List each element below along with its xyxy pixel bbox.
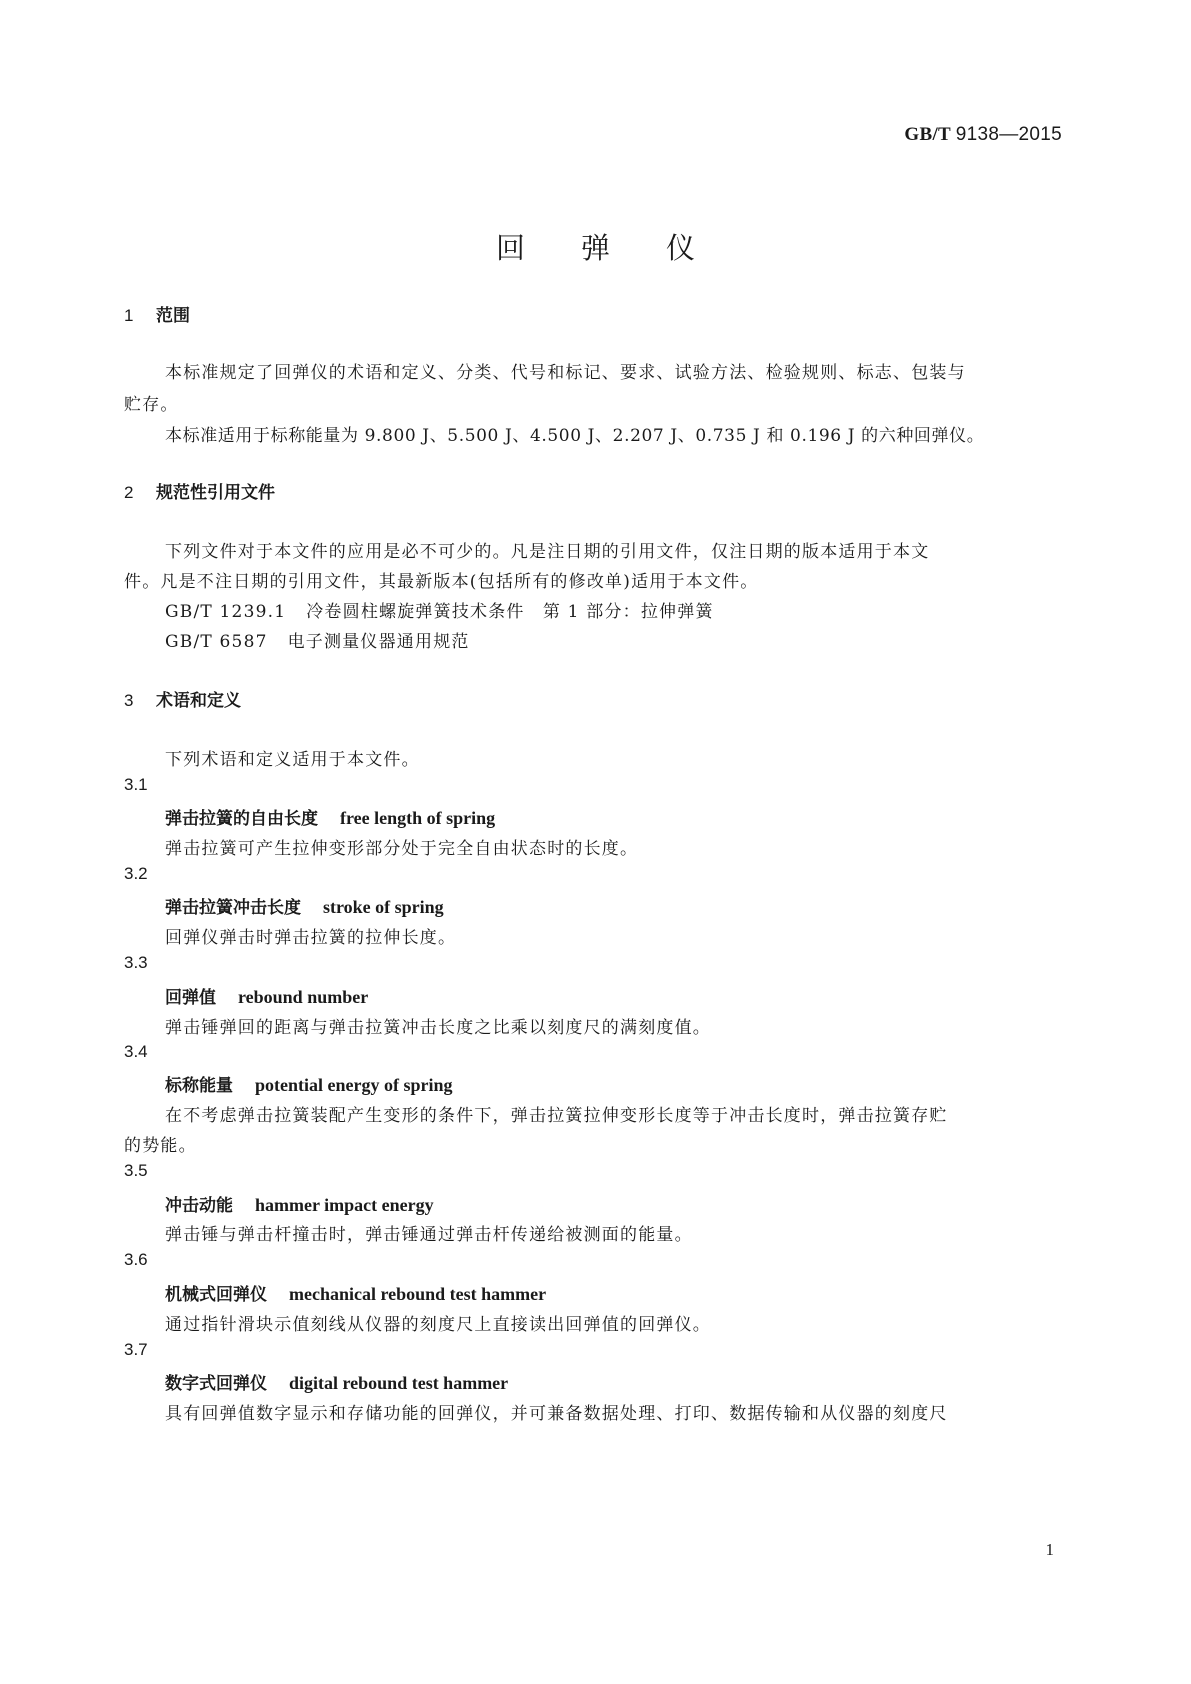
term-heading xyxy=(165,1369,508,1394)
section-1-para-2: 本标准适用于标称能量为 9.800 J、5.500 J、4.500 J、2.207 J、0.735 J 和 0.196 J 的六种回弹仪。 xyxy=(165,426,985,446)
term-en: rebound number xyxy=(238,987,369,1007)
page-number: 1 xyxy=(1045,1540,1054,1559)
section-2-heading: 2 规范性引用文件 xyxy=(124,483,275,503)
clause-number: 3.6 xyxy=(124,1250,148,1269)
reference-code: GB/T 1239.1 xyxy=(165,602,287,622)
term-definition: 弹击锤弹回的距离与弹击拉簧冲击长度之比乘以刻度尺的满刻度值。 xyxy=(165,1018,711,1038)
section-3-intro: 下列术语和定义适用于本文件。 xyxy=(165,750,420,770)
term-en: stroke of spring xyxy=(323,897,444,917)
term-en: mechanical rebound test hammer xyxy=(289,1284,547,1304)
term-definition: 弹击拉簧可产生拉伸变形部分处于完全自由状态时的长度。 xyxy=(165,839,639,859)
document-title: 回弹仪 xyxy=(495,231,751,265)
term-zh: 弹击拉簧的自由长度 xyxy=(165,809,318,829)
standard-code xyxy=(904,124,1062,146)
term-en: free length of spring xyxy=(340,808,496,828)
section-1-heading: 1 范围 xyxy=(124,306,190,326)
clause-number: 3.3 xyxy=(124,953,148,972)
reference-code: GB/T 6587 xyxy=(165,632,268,652)
term-en: digital rebound test hammer xyxy=(289,1373,509,1393)
clause-number: 3.7 xyxy=(124,1340,148,1359)
term-definition: 弹击锤与弹击杆撞击时，弹击锤通过弹击杆传递给被测面的能量。 xyxy=(165,1225,693,1245)
term-zh: 标称能量 xyxy=(165,1076,233,1096)
reference-item xyxy=(165,597,714,622)
reference-title: 电子测量仪器通用规范 xyxy=(287,632,470,652)
section-2-para: 下列文件对于本文件的应用是必不可少的。凡是注日期的引用文件，仅注日期的版本适用于本文 xyxy=(165,542,930,562)
term-heading xyxy=(165,1071,453,1096)
term-heading xyxy=(165,1280,546,1305)
term-zh: 冲击动能 xyxy=(165,1196,233,1216)
clause-number: 3.1 xyxy=(124,775,148,794)
term-definition: 在不考虑弹击拉簧装配产生变形的条件下，弹击拉簧拉伸变形长度等于冲击长度时，弹击拉簧存贮 xyxy=(165,1106,948,1126)
section-1-para-1: 本标准规定了回弹仪的术语和定义、分类、代号和标记、要求、试验方法、检验规则、标志、包装与 xyxy=(165,363,966,383)
standard-prefix: GB/T xyxy=(904,124,951,145)
section-1-para-1-cont: 贮存。 xyxy=(124,395,179,415)
term-zh: 数字式回弹仪 xyxy=(165,1374,267,1394)
term-zh: 弹击拉簧冲击长度 xyxy=(165,898,301,918)
term-definition: 通过指针滑块示值刻线从仪器的刻度尺上直接读出回弹值的回弹仪。 xyxy=(165,1315,711,1335)
term-definition: 回弹仪弹击时弹击拉簧的拉伸长度。 xyxy=(165,928,457,948)
standard-number: 9138—2015 xyxy=(955,124,1062,145)
term-en: hammer impact energy xyxy=(255,1195,434,1215)
term-heading xyxy=(165,983,368,1008)
term-heading xyxy=(165,1191,434,1216)
term-zh: 机械式回弹仪 xyxy=(165,1285,267,1305)
clause-number: 3.5 xyxy=(124,1161,148,1180)
term-heading xyxy=(165,804,495,829)
section-3-heading: 3 术语和定义 xyxy=(124,691,241,711)
reference-item xyxy=(165,627,470,652)
term-zh: 回弹值 xyxy=(165,988,216,1008)
term-heading xyxy=(165,893,444,918)
term-definition: 具有回弹值数字显示和存储功能的回弹仪，并可兼备数据处理、打印、数据传输和从仪器的刻度尺 xyxy=(165,1404,948,1424)
term-en: potential energy of spring xyxy=(255,1075,453,1095)
term-definition-cont: 的势能。 xyxy=(124,1136,197,1156)
section-2-para-cont: 件。凡是不注日期的引用文件，其最新版本(包括所有的修改单)适用于本文件。 xyxy=(124,572,759,592)
clause-number: 3.4 xyxy=(124,1042,148,1061)
clause-number: 3.2 xyxy=(124,864,148,883)
reference-title: 冷卷圆柱螺旋弹簧技术条件 第 1 部分：拉伸弹簧 xyxy=(306,602,714,622)
